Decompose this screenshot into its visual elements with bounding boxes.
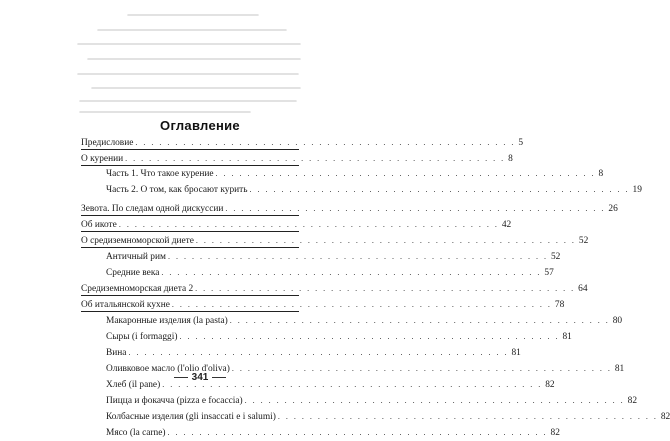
- toc-dot-leader: [195, 281, 575, 296]
- toc-entry-page: 57: [544, 268, 554, 278]
- page-footer: [0, 370, 400, 384]
- toc-entry: [81, 135, 524, 150]
- toc-entry-page: 78: [554, 300, 565, 310]
- toc-dot-leader: [230, 313, 610, 328]
- toc-dot-leader: [168, 425, 548, 440]
- toc-dot-leader: [179, 329, 559, 344]
- toc-entry: [81, 393, 638, 408]
- toc-entry: [81, 233, 589, 248]
- toc-entry-page: 52: [578, 236, 589, 246]
- toc-entry-title: Пицца и фокачча (pizza e focaccia): [106, 396, 243, 406]
- toc-dot-leader: [168, 249, 548, 264]
- toc-divider: [81, 231, 299, 232]
- toc-entry: [81, 201, 618, 216]
- toc-entry-title: Античный рим: [106, 252, 166, 262]
- toc-dot-leader: [225, 201, 605, 216]
- toc-dot-leader: [196, 233, 576, 248]
- toc-entry-page: 26: [608, 204, 618, 214]
- toc-entry-page: 82: [550, 428, 560, 438]
- toc-dot-leader: [278, 409, 658, 424]
- toc-entry-title: Зевота. По следам одной дискуссии: [81, 204, 224, 214]
- toc-dot-leader: [250, 182, 630, 197]
- toc-entry-title: Хлеб (il pane): [106, 380, 161, 390]
- toc-entry: [81, 265, 554, 280]
- toc-entry: [81, 281, 588, 296]
- toc-entry-title: Об итальянской кухне: [81, 300, 170, 310]
- toc-entry-title: Колбасные изделия (gli insaccati e i salumi): [106, 412, 276, 422]
- toc-entry-page: 5: [518, 138, 524, 148]
- toc-entry-title: Средиземноморская диета 2: [81, 284, 194, 294]
- toc-divider: [81, 247, 299, 248]
- toc-divider: [81, 295, 299, 296]
- toc-entry-page: 80: [612, 316, 623, 326]
- toc-entry-title: Средние века: [106, 268, 160, 278]
- toc-entry-page: 19: [632, 185, 642, 195]
- toc-entry: [81, 166, 604, 181]
- toc-entry: [81, 151, 513, 166]
- toc-entry-title: Об икоте: [81, 220, 117, 230]
- toc-entry-title: О средиземноморской диете: [81, 236, 194, 246]
- toc-entry-page: 82: [660, 412, 670, 422]
- toc-entry: [81, 313, 623, 328]
- toc-entry-title: Сыры (i formaggi): [106, 332, 178, 342]
- toc-divider: [81, 165, 299, 166]
- toc-entry-title: Макаронные изделия (la pasta): [106, 316, 228, 326]
- toc-dot-leader: [245, 393, 625, 408]
- footer-dash-left: [174, 377, 188, 378]
- toc-entry-title: Вина: [106, 348, 127, 358]
- toc-entry-page: 82: [627, 396, 638, 406]
- toc-entry-page: 81: [562, 332, 572, 342]
- toc-entry-title: Оливковое масло (l'olio d'oliva): [106, 364, 230, 374]
- toc-entry: [81, 345, 521, 360]
- toc-dot-leader: [128, 345, 508, 360]
- toc-divider: [81, 311, 299, 312]
- toc-entry: [81, 409, 670, 424]
- toc-entry: [81, 249, 561, 264]
- toc-entry: [81, 329, 572, 344]
- toc-entry-title: Предисловие: [81, 138, 134, 148]
- toc-entry-page: 52: [550, 252, 561, 262]
- footer-dash-right: [212, 377, 226, 378]
- toc-entry-page: 8: [598, 169, 604, 179]
- toc-dot-leader: [161, 265, 541, 280]
- toc-entry-page: 81: [614, 364, 625, 374]
- toc-entry-page: 64: [578, 284, 588, 294]
- toc-entry-page: 8: [508, 154, 513, 164]
- page-number: 341: [191, 371, 209, 383]
- toc-entry: [81, 425, 560, 440]
- toc-entry-page: 42: [501, 220, 512, 230]
- toc-entry-title: Мясо (la carne): [106, 428, 166, 438]
- toc-dot-leader: [135, 135, 515, 150]
- toc-divider: [81, 215, 299, 216]
- toc-divider: [81, 149, 299, 150]
- toc-entry: [81, 217, 512, 232]
- toc-entry-title: Часть 1. Что такое курение: [106, 169, 214, 179]
- toc-entry-title: О курении: [81, 154, 124, 164]
- toc-entry-page: 82: [545, 380, 555, 390]
- toc-entry: [81, 297, 565, 312]
- toc-entry-page: 81: [511, 348, 521, 358]
- show-through-text: [0, 0, 400, 120]
- toc-entry-title: Часть 2. О том, как бросают курить: [106, 185, 248, 195]
- page-title: Оглавление: [160, 118, 240, 133]
- toc-dot-leader: [216, 166, 596, 181]
- toc-dot-leader: [125, 151, 505, 166]
- toc-dot-leader: [172, 297, 552, 312]
- toc-dot-leader: [119, 217, 499, 232]
- toc-entry: [81, 182, 642, 197]
